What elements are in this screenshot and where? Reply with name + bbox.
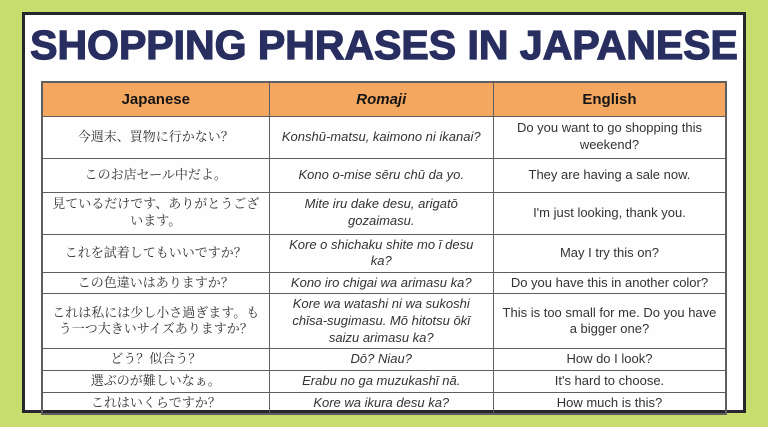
column-header-romaji: Romaji (269, 82, 493, 116)
japanese-cell: 今週末、買物に行かない？ (42, 116, 269, 158)
japanese-cell: 見ているだけです、ありがとうございます。 (42, 192, 269, 234)
romaji-cell: Kore wa watashi ni wa sukoshi chīsa-sugimasu. Mō hitotsu ōkī saizu arimasu ka? (269, 294, 493, 349)
japanese-cell: このお店セール中だよ。 (42, 158, 269, 192)
english-cell: It's hard to choose. (493, 370, 726, 392)
romaji-cell: Dō? Niau? (269, 349, 493, 371)
romaji-cell: Kono o-mise sēru chū da yo. (269, 158, 493, 192)
japanese-cell: どう？似合う？ (42, 349, 269, 371)
table-row (42, 392, 726, 414)
english-cell: Do you want to go shopping this weekend? (493, 116, 726, 158)
table-row (42, 234, 726, 272)
column-header-japanese: Japanese (42, 82, 269, 116)
english-cell: I'm just looking, thank you. (493, 192, 726, 234)
phrases-table (41, 81, 727, 415)
content-card (22, 12, 746, 413)
english-cell: Do you have this in another color? (493, 272, 726, 294)
english-cell: How much is this? (493, 392, 726, 414)
english-cell: This is too small for me. Do you have a bigger one? (493, 294, 726, 349)
japanese-cell: 選ぶのが難しいなぁ。 (42, 370, 269, 392)
table-row (42, 294, 726, 349)
english-cell: How do I look? (493, 349, 726, 371)
table-header-row (42, 82, 726, 116)
japanese-cell: これは私には少し小さ過ぎます。もう一つ大きいサイズありますか？ (42, 294, 269, 349)
table-row (42, 158, 726, 192)
romaji-cell: Kore o shichaku shite mo ī desu ka? (269, 234, 493, 272)
romaji-cell: Erabu no ga muzukashī nā. (269, 370, 493, 392)
japanese-cell: この色違いはありますか？ (42, 272, 269, 294)
column-header-english: English (493, 82, 726, 116)
table-row (42, 370, 726, 392)
romaji-cell: Konshū-matsu, kaimono ni ikanai? (269, 116, 493, 158)
table-row (42, 349, 726, 371)
japanese-cell: これを試着してもいいですか？ (42, 234, 269, 272)
japanese-cell: これはいくらですか？ (42, 392, 269, 414)
table-row (42, 192, 726, 234)
romaji-cell: Kono iro chigai wa arimasu ka? (269, 272, 493, 294)
english-cell: May I try this on? (493, 234, 726, 272)
table-row (42, 116, 726, 158)
english-cell: They are having a sale now. (493, 158, 726, 192)
romaji-cell: Mite iru dake desu, arigatō gozaimasu. (269, 192, 493, 234)
table-row (42, 272, 726, 294)
romaji-cell: Kore wa ikura desu ka? (269, 392, 493, 414)
page-title: SHOPPING PHRASES IN JAPANESE (30, 22, 738, 68)
